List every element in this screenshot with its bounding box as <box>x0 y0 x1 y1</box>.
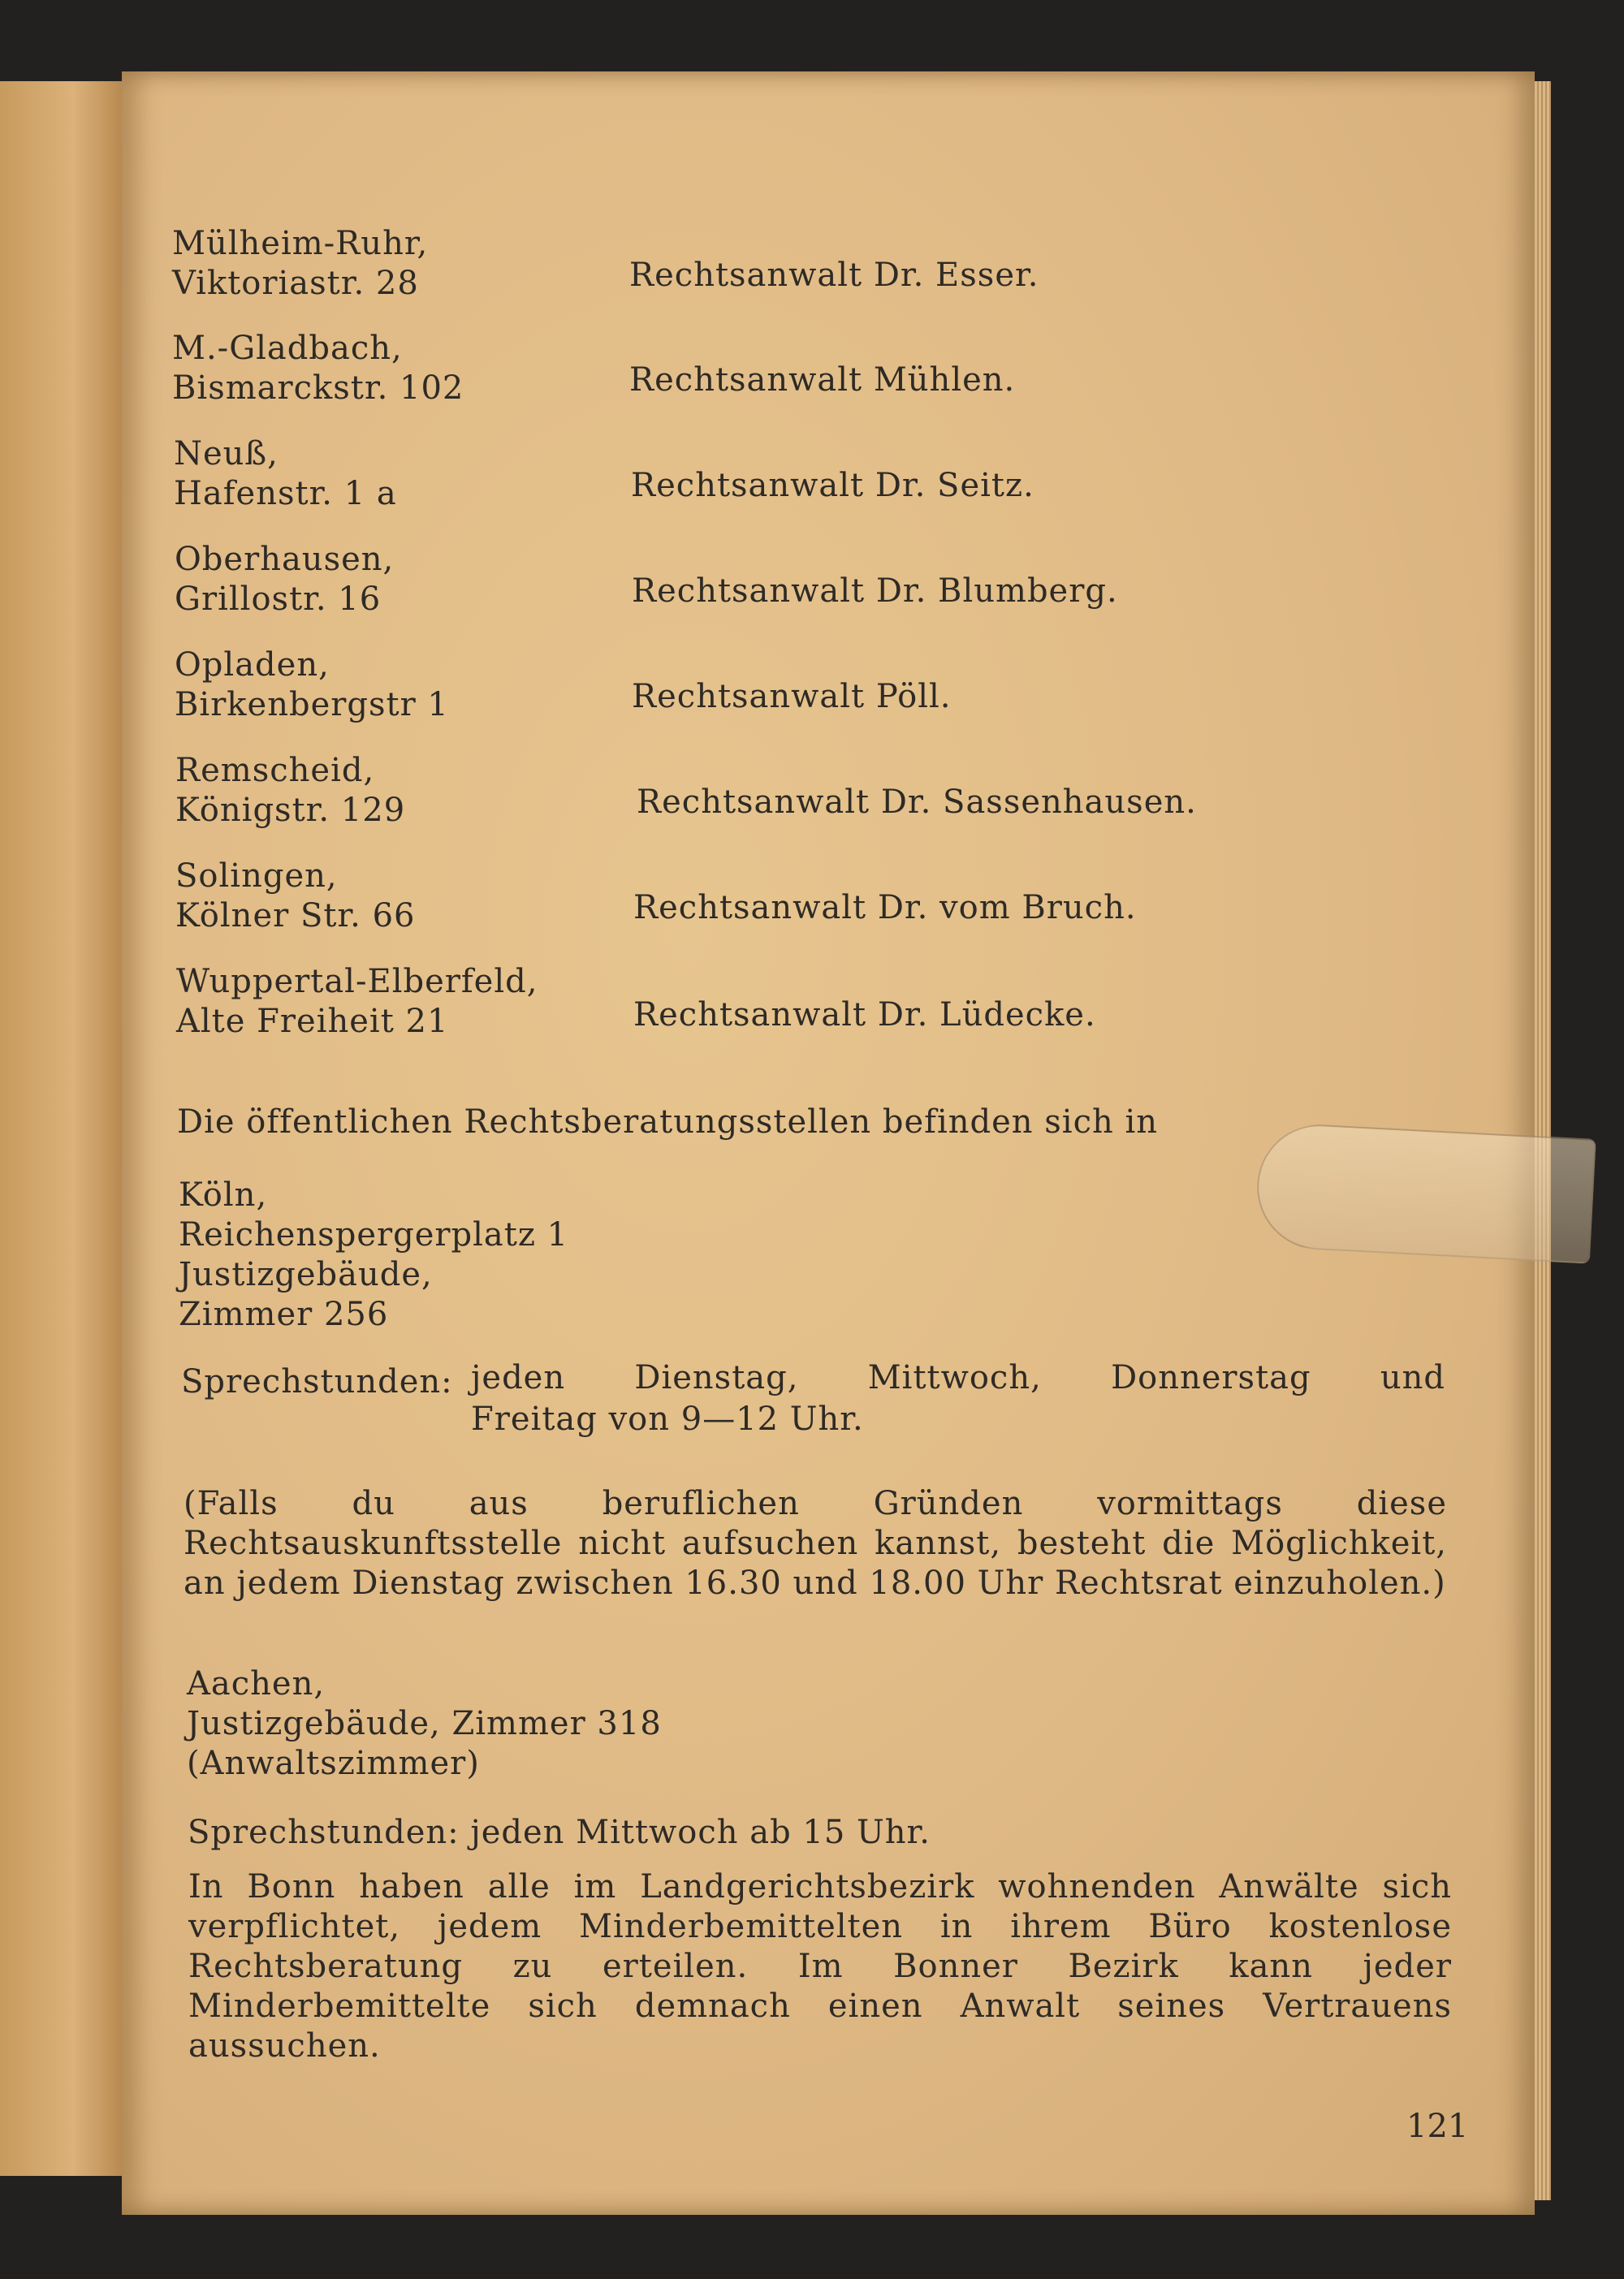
koeln-note: (Falls du aus beruflichen Gründen vormittags diese Rechtsauskunftsstelle nicht aufsuchen kannst, besteht die Möglichkeit, an jedem Dienstag zwischen 16.30 und 18.00 Uhr Rechtsrat einzuholen.) <box>184 1485 1447 1602</box>
entry-lawyer: Rechtsanwalt Dr. Esser. <box>629 257 1039 294</box>
entry-lawyer: Rechtsanwalt Mühlen. <box>629 361 1016 399</box>
entry-city: Neuß, <box>174 435 279 473</box>
koeln-hours-label: Sprechstunden: <box>181 1363 453 1401</box>
entry-city: Remscheid, <box>175 752 375 789</box>
entry-street: Birkenbergstr 1 <box>175 686 449 723</box>
aachen-hours: Sprechstunden: jeden Mittwoch ab 15 Uhr. <box>188 1814 931 1851</box>
entry-city: Oberhausen, <box>175 541 395 578</box>
entry-lawyer: Rechtsanwalt Dr. Blumberg. <box>632 572 1118 610</box>
koeln-building: Justizgebäude, <box>179 1256 433 1293</box>
aachen-room: (Anwaltszimmer) <box>187 1745 480 1782</box>
koeln-hours-line2: Freitag von 9—12 Uhr. <box>471 1401 864 1438</box>
koeln-city: Köln, <box>179 1176 268 1214</box>
entry-city: Solingen, <box>175 857 338 895</box>
page-number: 121 <box>1406 2108 1469 2145</box>
koeln-address: Reichenspergerplatz 1 <box>179 1216 569 1254</box>
entry-city: Mülheim-Ruhr, <box>172 225 429 262</box>
entry-street: Alte Freiheit 21 <box>176 1003 449 1040</box>
entry-street: Hafenstr. 1 a <box>174 475 397 512</box>
entry-lawyer: Rechtsanwalt Dr. Lüdecke. <box>633 996 1096 1034</box>
entry-street: Kölner Str. 66 <box>175 897 416 934</box>
entry-city: Opladen, <box>175 646 330 684</box>
intro-line: Die öffentlichen Rechtsberatungsstellen befinden sich in <box>177 1103 1159 1141</box>
entry-city: Wuppertal-Elberfeld, <box>176 963 538 1000</box>
bookmark-clip <box>1254 1121 1596 1263</box>
entry-lawyer: Rechtsanwalt Dr. vom Bruch. <box>633 889 1137 926</box>
entry-lawyer: Rechtsanwalt Dr. Sassenhausen. <box>637 783 1197 821</box>
entry-street: Bismarckstr. 102 <box>172 369 464 407</box>
entry-street: Königstr. 129 <box>175 792 406 829</box>
entry-lawyer: Rechtsanwalt Dr. Seitz. <box>631 467 1034 504</box>
aachen-building: Justizgebäude, Zimmer 318 <box>187 1705 662 1742</box>
entry-street: Viktoriastr. 28 <box>172 265 419 302</box>
koeln-room: Zimmer 256 <box>179 1296 389 1333</box>
bonn-paragraph: In Bonn haben alle im Landgerichtsbezirk wohnenden Anwälte sich verpflichtet, jedem Minderbemittelten in ihrem Büro kostenlose Rechtsberatung zu erteilen. Im Bonner Bezirk kann jeder Minderbemittelte sich demnach einen Anwalt seines Vertrauens aussuchen. <box>188 1868 1452 2065</box>
koeln-hours-line1: jeden Dienstag, Mittwoch, Donnerstag und <box>471 1359 1445 1396</box>
entry-city: M.-Gladbach, <box>172 330 403 367</box>
left-page-edge <box>0 81 122 2176</box>
aachen-city: Aachen, <box>187 1665 326 1703</box>
entry-lawyer: Rechtsanwalt Pöll. <box>632 678 952 715</box>
entry-street: Grillostr. 16 <box>175 581 382 618</box>
